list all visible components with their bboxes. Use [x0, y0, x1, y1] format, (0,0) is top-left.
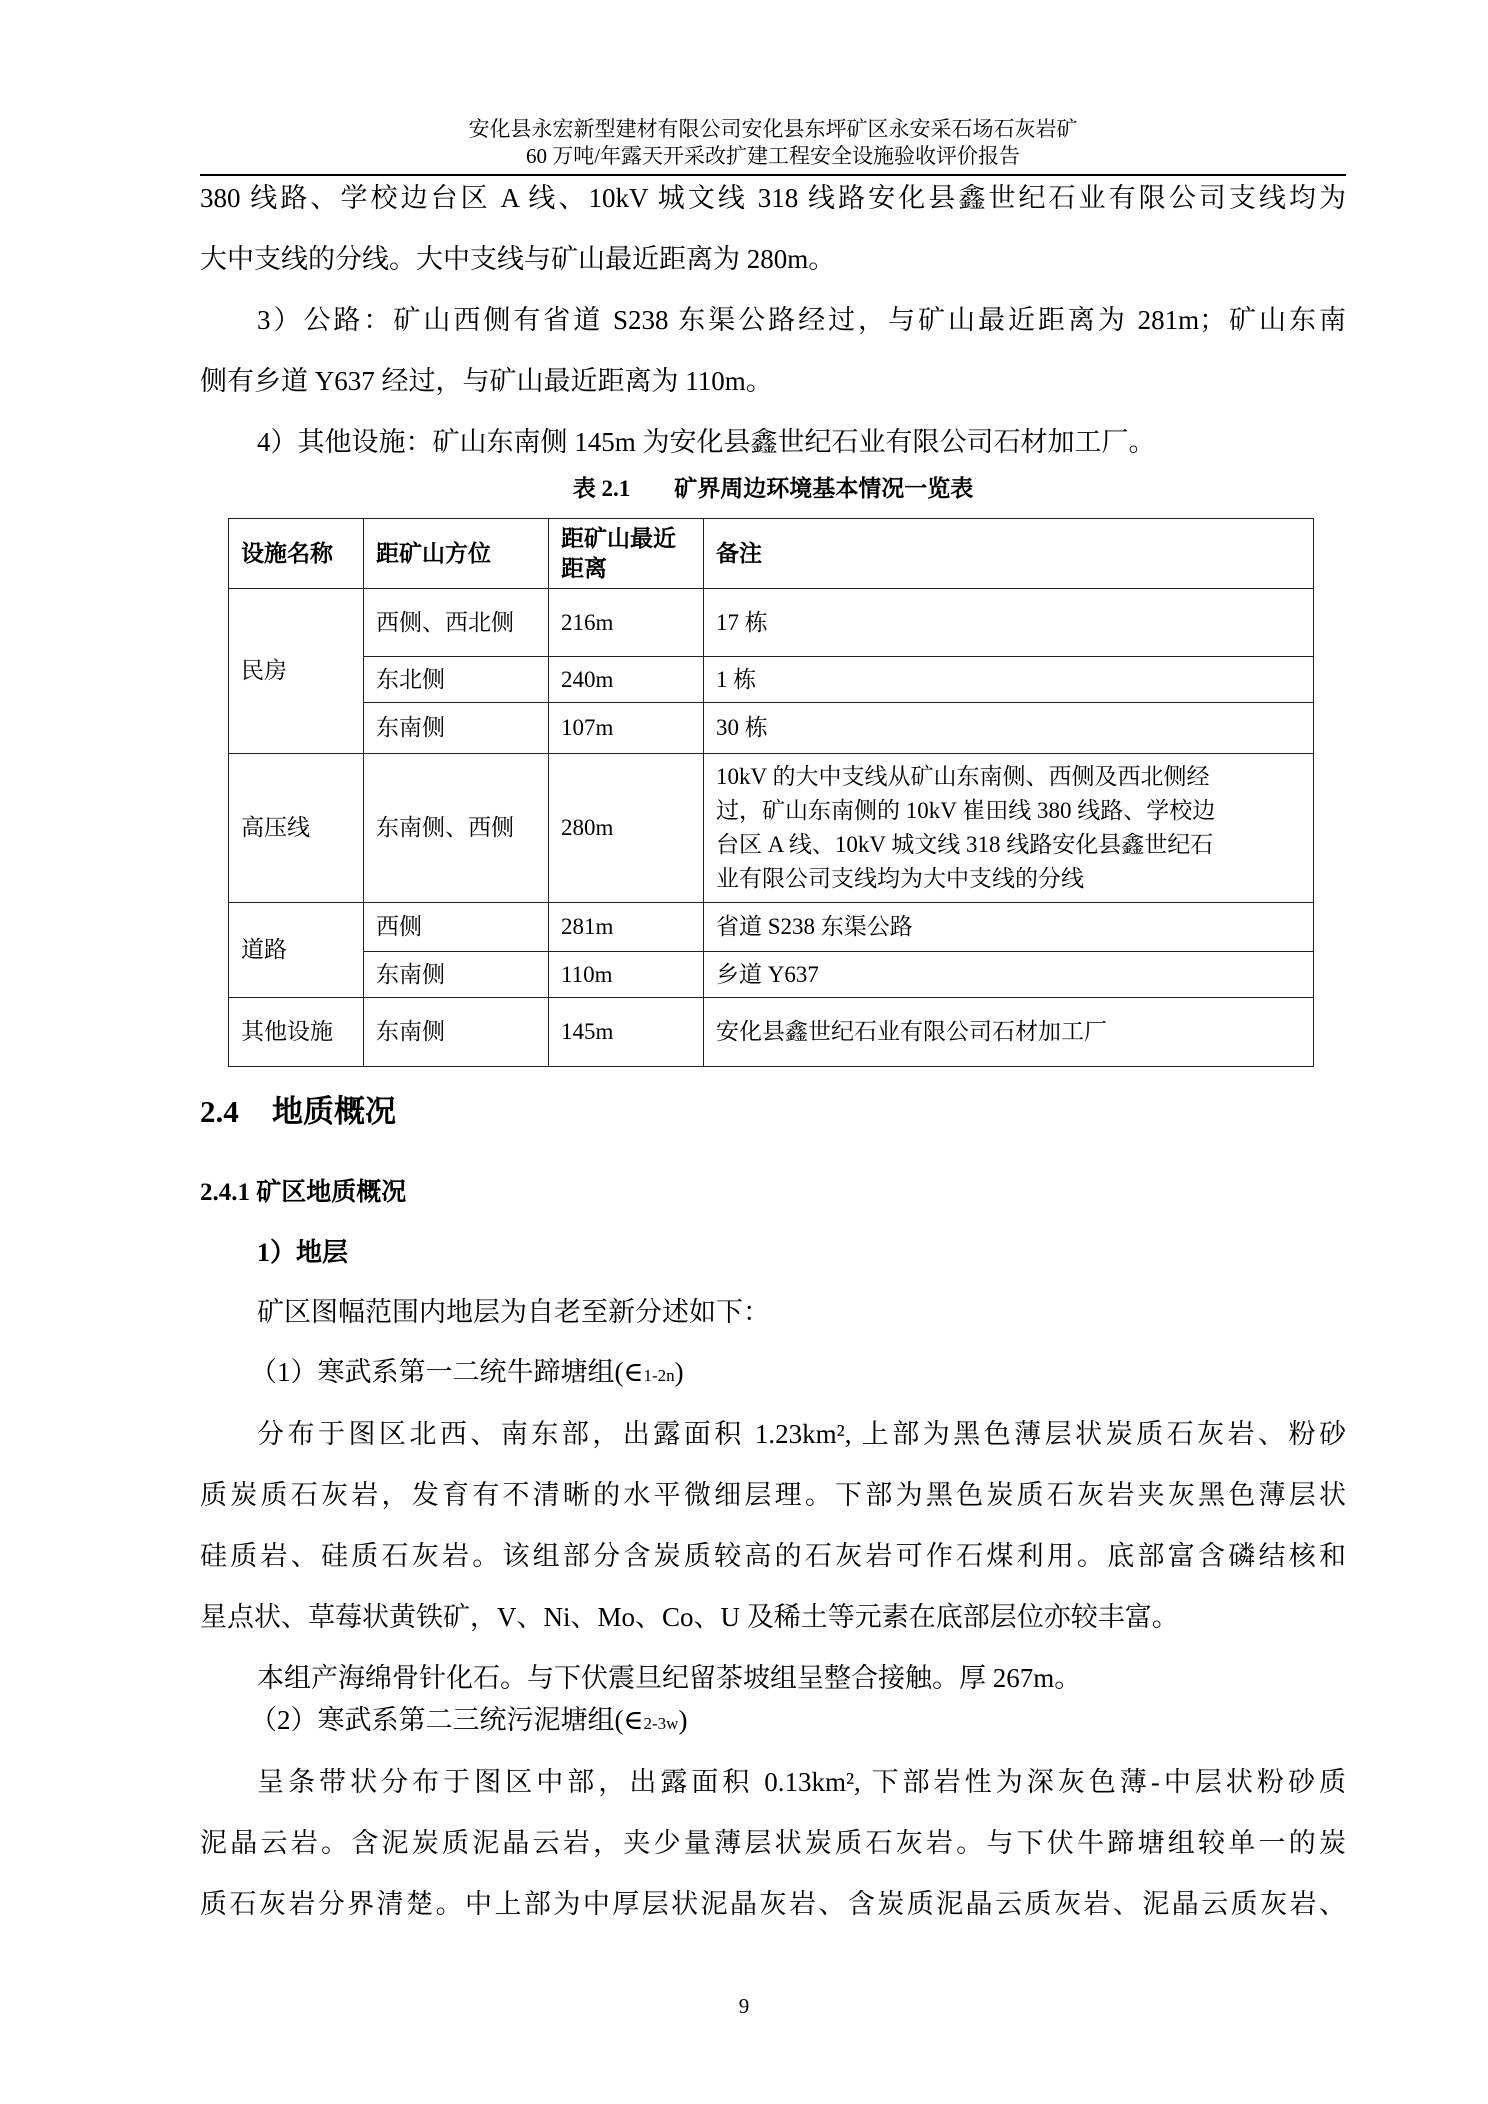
header-distance-line-2: 距离 [561, 555, 607, 581]
cell-note: 乡道 Y637 [704, 952, 1314, 998]
cell-distance: 280m [549, 754, 704, 903]
section-number: 2.4 [200, 1094, 239, 1129]
table-row [229, 589, 1314, 657]
cell-direction: 东南侧 [364, 998, 549, 1067]
table-caption [200, 470, 1346, 503]
cell-note: 安化县鑫世纪石业有限公司石材加工厂 [704, 998, 1314, 1067]
body-line: 质炭质石灰岩，发育有不清晰的水平微细层理。下部为黑色炭质石灰岩夹灰黑色薄层状 [200, 1480, 1346, 1510]
body-line: 侧有乡道 Y637 经过，与矿山最近距离为 110m。 [200, 366, 773, 396]
header-distance [549, 519, 704, 589]
cell-direction: 西侧、西北侧 [364, 589, 549, 657]
table-row [229, 703, 1314, 754]
cell-distance: 216m [549, 589, 704, 657]
cell-direction: 东南侧、西侧 [364, 754, 549, 903]
note-line: 过，矿山东南侧的 10kV 崔田线 380 线路、学校边 [716, 798, 1216, 823]
cell-direction: 东南侧 [364, 703, 549, 754]
note-line: 台区 A 线、10kV 城文线 318 线路安化县鑫世纪石 [716, 832, 1214, 857]
body-line: 泥晶云岩。含泥炭质泥晶云岩，夹少量薄层状炭质石灰岩。与下伏牛蹄塘组较单一的炭 [200, 1828, 1346, 1858]
body-line: 3）公路：矿山西侧有省道 S238 东渠公路经过，与矿山最近距离为 281m；矿山东南 [257, 305, 1346, 335]
header-facility: 设施名称 [229, 519, 364, 589]
body-line: 质石灰岩分界清楚。中上部为中厚层状泥晶灰岩、含炭质泥晶云质灰岩、泥晶云质灰岩、 [200, 1889, 1346, 1919]
cell-note: 30 栋 [704, 703, 1314, 754]
subsection-heading: 2.4.1 矿区地质概况 [200, 1179, 407, 1206]
body-line: 4）其他设施：矿山东南侧 145m 为安化县鑫世纪石业有限公司石材加工厂。 [257, 427, 1156, 457]
table-caption-title: 矿界周边环境基本情况一览表 [674, 476, 974, 501]
table-row [229, 952, 1314, 998]
body-line: 380 线路、学校边台区 A 线、10kV 城文线 318 线路安化县鑫世纪石业有限公司支线均为 [200, 183, 1346, 213]
cell-direction: 东南侧 [364, 952, 549, 998]
cell-note [704, 754, 1314, 903]
stratum-heading [250, 1698, 1339, 1737]
section-title: 地质概况 [272, 1094, 396, 1129]
stratum-heading-close: ) [678, 1705, 688, 1735]
cell-note: 17 栋 [704, 589, 1314, 657]
environment-table [228, 518, 1314, 1067]
cell-distance: 145m [549, 998, 704, 1067]
cell-distance: 281m [549, 903, 704, 952]
table-row [229, 754, 1314, 903]
stratum-code: 2-3w [643, 1714, 679, 1733]
cell-facility: 高压线 [229, 754, 364, 903]
cell-note: 1 栋 [704, 657, 1314, 703]
cell-note: 省道 S238 东渠公路 [704, 903, 1314, 952]
header-note: 备注 [704, 519, 1314, 589]
body-line: 星点状、草莓状黄铁矿，V、Ni、Mo、Co、U 及稀土等元素在底部层位亦较丰富。 [200, 1602, 1179, 1632]
cell-direction: 西侧 [364, 903, 549, 952]
stratum-heading-text: （2）寒武系第二三统污泥塘组(∈ [250, 1705, 644, 1735]
section-heading [200, 1086, 396, 1131]
body-line: 硅质岩、硅质石灰岩。该组部分含炭质较高的石灰岩可作石煤利用。底部富含磷结核和 [200, 1541, 1346, 1571]
body-line: 分布于图区北西、南东部，出露面积 1.23km², 上部为黑色薄层状炭质石灰岩、粉砂 [257, 1419, 1346, 1449]
header-direction: 距矿山方位 [364, 519, 549, 589]
stratum-heading-close: ) [674, 1357, 684, 1387]
stratum-heading-text: （1）寒武系第一二统牛蹄塘组(∈ [250, 1357, 644, 1387]
item-heading: 1）地层 [257, 1238, 349, 1267]
body-line: 呈条带状分布于图区中部，出露面积 0.13km², 下部岩性为深灰色薄-中层状粉砂质 [257, 1767, 1346, 1797]
table-row [229, 998, 1314, 1067]
cell-distance: 240m [549, 657, 704, 703]
cell-distance: 110m [549, 952, 704, 998]
header-line-2: 60 万吨/年露天开采改扩建工程安全设施验收评价报告 [525, 144, 1021, 168]
stratum-code: 1-2n [643, 1366, 675, 1385]
cell-facility: 其他设施 [229, 998, 364, 1067]
note-line: 业有限公司支线均为大中支线的分线 [716, 866, 1084, 891]
header-distance-line-1: 距矿山最近 [561, 525, 676, 551]
cell-facility: 道路 [229, 903, 364, 998]
body-line: 矿区图幅范围内地层为自老至新分述如下： [257, 1297, 770, 1327]
body-line: 大中支线的分线。大中支线与矿山最近距离为 280m。 [200, 244, 836, 274]
table-row [229, 903, 1314, 952]
table-header-row [229, 519, 1314, 589]
stratum-heading [250, 1350, 1339, 1389]
page-number: 9 [738, 1994, 750, 2018]
cell-distance: 107m [549, 703, 704, 754]
running-header [200, 116, 1346, 170]
cell-facility: 民房 [229, 589, 364, 754]
body-line: 本组产海绵骨针化石。与下伏震旦纪留茶坡组呈整合接触。厚 267m。 [257, 1663, 1082, 1693]
header-line-1: 安化县永宏新型建材有限公司安化县东坪矿区永安采石场石灰岩矿 [468, 117, 1078, 141]
table-caption-number: 表 2.1 [572, 476, 631, 501]
note-line: 10kV 的大中支线从矿山东南侧、西侧及西北侧经 [716, 764, 1210, 789]
table-row [229, 657, 1314, 703]
cell-direction: 东北侧 [364, 657, 549, 703]
